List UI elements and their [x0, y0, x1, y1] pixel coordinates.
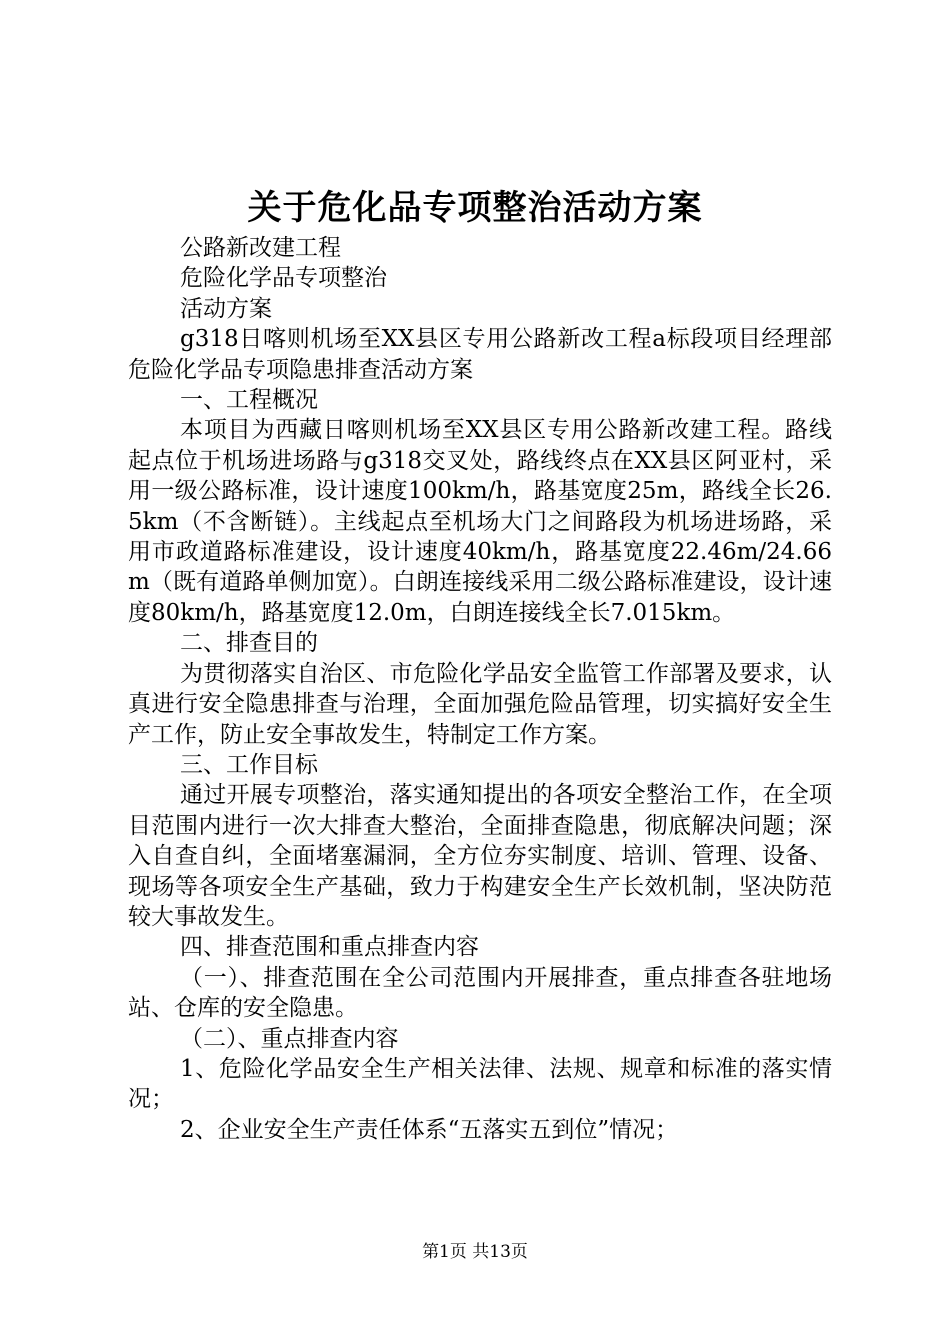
paragraph: 危险化学品专项整治 — [180, 265, 387, 292]
section-heading: 三、工作目标 — [180, 751, 318, 778]
subsection-heading: （二）、重点排查内容 — [180, 1025, 399, 1052]
document-title: 关于危化品专项整治活动方案 — [247, 188, 703, 228]
paragraph: g318日喀则机场至XX县区专用公路新改工程a标段项目经理部危险化学品专项隐患排查活动方案 — [128, 326, 832, 383]
paragraph: 活动方案 — [180, 295, 272, 322]
page-footer: 第1页 共13页 — [422, 1242, 528, 1262]
paragraph: 为贯彻落实自治区、市危险化学品安全监管工作部署及要求，认真进行安全隐患排查与治理，全面加强危险品管理，切实搞好安全生产工作，防止安全事故发生，特制定工作方案。 — [128, 660, 832, 748]
paragraph: 公路新改建工程 — [180, 235, 341, 261]
paragraph: （一）、排查范围在全公司范围内开展排查，重点排查各驻地场站、仓库的安全隐患。 — [128, 964, 832, 1022]
paragraph: 通过开展专项整治，落实通知提出的各项安全整治工作，在全项目范围内进行一次大排查大整治，全面排查隐患，彻底解决问题；深入自查自纠，全面堵塞漏洞，全方位夯实制度、培训、管理、设备、现场等各项安全生产基础，致力于构建安全生产长效机制，坚决防范较大事故发生。 — [128, 782, 832, 930]
document-body — [128, 233, 832, 1145]
paragraph: 本项目为西藏日喀则机场至XX县区专用公路新改建工程。路线起点位于机场进场路与g318交叉处，路线终点在XX县区阿亚村，采用一级公路标准，设计速度100km/h，路基宽度25m，路线全长26.5km（不含断链）。主线起点至机场大门之间路段为机场进场路，采用市政道路标准建设，设计速度40km/h，路基宽度22.46m/24.66m（既有道路单侧加宽）。白朗连接线采用二级公路标准建设，设计速度80km/h，路基宽度12.0m，白朗连接线全长7.015km。 — [128, 417, 832, 626]
paragraph: 2、企业安全生产责任体系“五落实五到位”情况； — [180, 1116, 679, 1143]
section-heading: 一、工程概况 — [180, 387, 318, 414]
section-heading: 四、排查范围和重点排查内容 — [180, 934, 479, 961]
section-heading: 二、排查目的 — [180, 630, 318, 657]
paragraph: 1、危险化学品安全生产相关法律、法规、规章和标准的落实情况； — [128, 1055, 832, 1113]
